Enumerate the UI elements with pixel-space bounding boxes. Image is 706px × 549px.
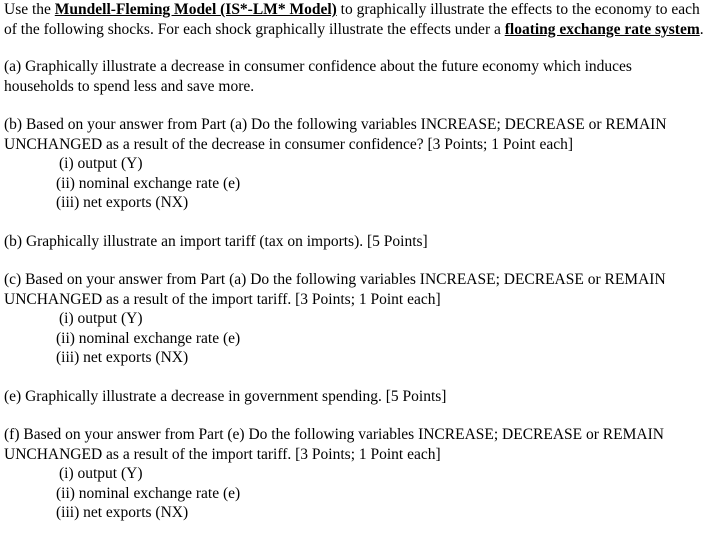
question-c-item-2: (ii) nominal exchange rate (e) <box>56 329 241 347</box>
question-f-item-2: (ii) nominal exchange rate (e) <box>56 484 241 502</box>
question-e: (e) Graphically illustrate a decrease in government spending. [5 Points] <box>4 387 447 405</box>
question-f-item-1: (i) output (Y) <box>59 465 143 482</box>
question-c-item-3: (iii) net exports (NX) <box>56 349 189 366</box>
question-b-item-1: (i) output (Y) <box>59 155 143 172</box>
question-b-item-3: (iii) net exports (NX) <box>56 194 189 211</box>
question-c <box>4 270 704 368</box>
question-f-item-3: (iii) net exports (NX) <box>56 504 189 521</box>
question-f-text: (f) Based on your answer from Part (e) Do the following variables INCREASE; DECREASE or REMAIN UNCHANGED as a result of the import tariff. [3 Points; 1 Point each] <box>4 426 664 463</box>
intro-text-3: . <box>699 20 704 38</box>
question-b <box>4 115 704 213</box>
intro-text-2: to graphically illustrate the effects to the economy to each of the following shocks. For each shock graphically illustrate the effects under a <box>4 1 700 38</box>
question-b-tariff: (b) Graphically illustrate an import tariff (tax on imports). [5 Points] <box>4 232 428 250</box>
exchange-regime: floating exchange rate system <box>504 20 700 38</box>
model-name: Mundell-Fleming Model (IS*-LM* Model) <box>54 1 337 18</box>
question-a: (a) Graphically illustrate a decrease in consumer confidence about the future economy which induces households to spend less and save more. <box>4 58 632 95</box>
question-c-text: (c) Based on your answer from Part (a) Do the following variables INCREASE; DECREASE or REMAIN UNCHANGED as a result of the import tariff. [3 Points; 1 Point each] <box>4 271 666 308</box>
question-b-text: (b) Based on your answer from Part (a) Do the following variables INCREASE; DECREASE or REMAIN UNCHANGED as a result of the decrease in consumer confidence? [3 Points; 1 Point each] <box>4 116 667 153</box>
intro-text-1: Use the <box>4 1 55 18</box>
question-f <box>4 425 704 523</box>
question-c-item-1: (i) output (Y) <box>59 310 143 327</box>
intro-paragraph <box>4 0 704 39</box>
question-b-item-2: (ii) nominal exchange rate (e) <box>56 174 241 192</box>
